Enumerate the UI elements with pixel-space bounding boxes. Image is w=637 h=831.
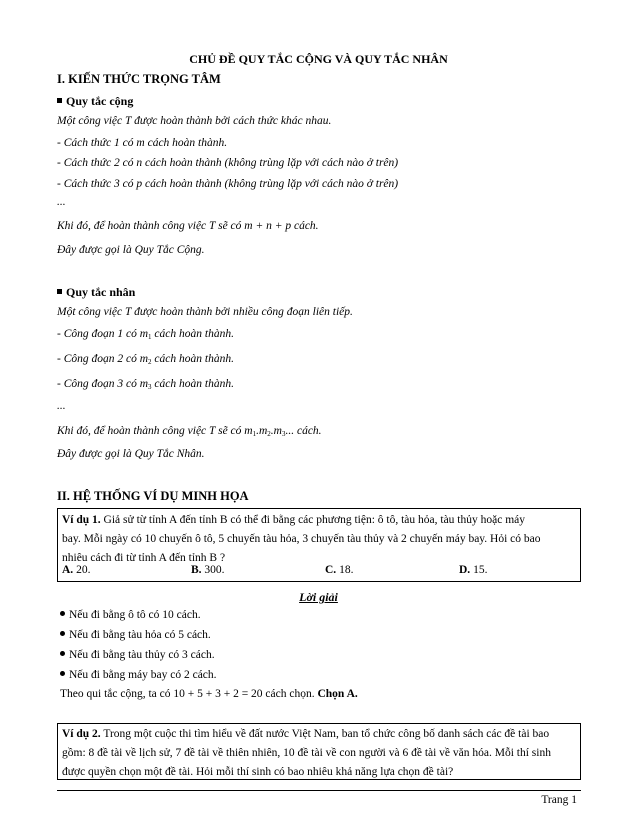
page-number: Trang 1 xyxy=(541,794,577,806)
example1-option: A. 20. xyxy=(62,564,91,576)
rule-mul-ellipsis: ... xyxy=(57,400,66,412)
rule-add-line: ... xyxy=(57,196,66,208)
rule-add-line: - Cách thức 1 có m cách hoàn thành. xyxy=(57,137,228,149)
dot-bullet-icon xyxy=(60,611,65,616)
rule-mul-line: Một công việc T được hoàn thành bởi nhiều công đoạn liên tiếp. xyxy=(57,306,353,318)
example1-option: D. 15. xyxy=(459,564,488,576)
rule-add-heading: Quy tắc cộng xyxy=(57,94,133,109)
dot-bullet-icon xyxy=(60,671,65,676)
dot-bullet-icon xyxy=(60,651,65,656)
example1-option: C. 18. xyxy=(325,564,354,576)
rule-mul-step: - Công đoạn 1 có $m_1$ cách hoàn thành. xyxy=(57,328,234,341)
solution-bullet: Nếu đi bằng máy bay có 2 cách. xyxy=(60,669,217,681)
document-title: CHỦ ĐỀ QUY TẮC CỘNG VÀ QUY TẮC NHÂN xyxy=(189,52,448,66)
example2-text: Ví dụ 2. Trong một cuộc thi tìm hiểu về đất nước Việt Nam, ban tổ chức công bố danh sách các đề tài bao gồm: 8 đề tài về lịch sử, 7 đề tài về thiên nhiên, 10 đề tài về con người và 6 đề tài về văn hóa. Mỗi thí sinh được quyền chọn một đề tài. Hỏi mỗi thí sinh có bao nhiêu khả năng lựa chọn đề tài? xyxy=(62,728,551,778)
rule-add-line: - Cách thức 2 có n cách hoàn thành (không trùng lặp với cách nào ở trên) xyxy=(57,157,399,169)
example1-option: B. 300. xyxy=(191,564,225,576)
square-bullet-icon xyxy=(57,98,62,103)
dot-bullet-icon xyxy=(60,631,65,636)
rule-add-line: Khi đó, để hoàn thành công việc T sẽ có m + n + p cách. xyxy=(57,220,319,232)
solution-conclusion: Theo qui tắc cộng, ta có 10 + 5 + 3 + 2 = 20 cách chọn. Chọn A. xyxy=(60,688,358,700)
rule-add-line: Đây được gọi là Quy Tắc Cộng. xyxy=(57,244,205,256)
solution-label: Lời giải xyxy=(299,590,338,604)
rule-add-line: - Cách thức 3 có p cách hoàn thành (không trùng lặp với cách nào ở trên) xyxy=(57,178,399,190)
section2-heading: II. HỆ THỐNG VÍ DỤ MINH HỌA xyxy=(57,489,249,503)
solution-bullet: Nếu đi bằng tàu thủy có 3 cách. xyxy=(60,649,215,661)
rule-mul-step: - Công đoạn 3 có $m_3$ cách hoàn thành. xyxy=(57,378,234,391)
footer-divider xyxy=(57,790,581,791)
section1-heading: I. KIẾN THỨC TRỌNG TÂM xyxy=(57,72,221,86)
solution-bullet: Nếu đi bằng tàu hỏa có 5 cách. xyxy=(60,629,211,641)
rule-mul-conclusion: Khi đó, để hoàn thành công việc T sẽ có $m_1.m_2.m_3$... cách. xyxy=(57,425,322,438)
rule-mul-heading: Quy tắc nhân xyxy=(57,285,135,300)
square-bullet-icon xyxy=(57,289,62,294)
rule-add-line: Một công việc T được hoàn thành bởi cách thức khác nhau. xyxy=(57,115,332,127)
rule-mul-step: - Công đoạn 2 có $m_2$ cách hoàn thành. xyxy=(57,353,234,366)
rule-mul-name: Đây được gọi là Quy Tắc Nhân. xyxy=(57,448,205,460)
example1-text: Ví dụ 1. Giả sử từ tỉnh A đến tỉnh B có thể đi bằng các phương tiện: ô tô, tàu hỏa, tàu thủy hoặc máy bay. Mỗi ngày có 10 chuyến ô tô, 5 chuyến tàu hỏa, 3 chuyến tàu thủy và 2 chuyến máy bay. Hỏi có bao nhiêu cách đi từ tỉnh A đến tỉnh B ? xyxy=(62,514,541,564)
solution-bullet: Nếu đi bằng ô tô có 10 cách. xyxy=(60,609,201,621)
